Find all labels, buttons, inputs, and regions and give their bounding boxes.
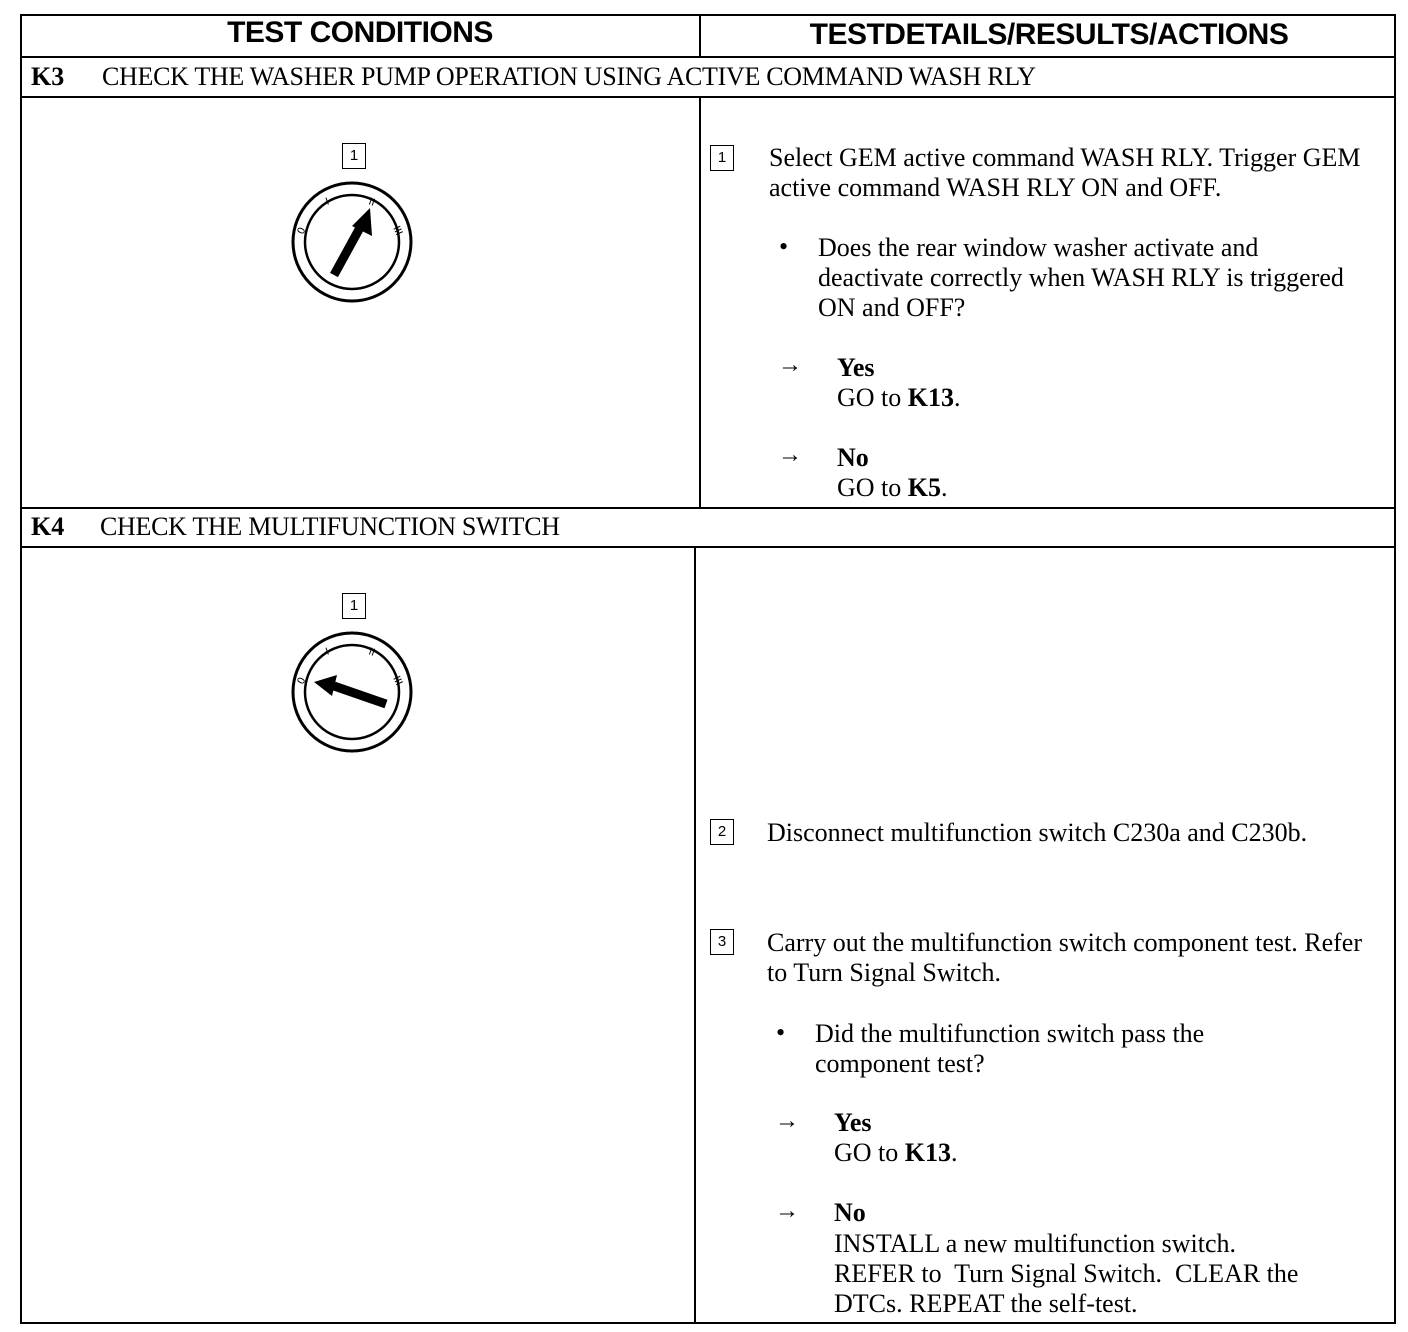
k3-step1-text: Select GEM active command WASH RLY. Trigger GEM active command WASH RLY ON and OFF. xyxy=(769,143,1361,202)
k4-step3-text: Carry out the multifunction switch component test. Refer to Turn Signal Switch. xyxy=(767,928,1362,987)
k3-yes-target: K13 xyxy=(907,383,955,412)
k3-divider xyxy=(699,96,701,508)
header-divider xyxy=(699,14,701,58)
k4-yes-prefix: GO to xyxy=(834,1138,905,1167)
k4-question: Did the multifunction switch pass the component test? xyxy=(815,1019,1205,1078)
k4-no-label: No xyxy=(834,1198,866,1227)
k4-yes-target: K13 xyxy=(904,1138,952,1167)
k4-title: CHECK THE MULTIFUNCTION SWITCH xyxy=(100,512,560,541)
k3-yes-prefix: GO to xyxy=(837,383,908,412)
k3-figure-step-box: 1 xyxy=(342,143,366,169)
k3-question: Does the rear window washer activate and deactivate correctly when WASH RLY is triggered ON and OFF? xyxy=(818,233,1344,322)
k4-figure-step-box: 1 xyxy=(342,593,366,619)
k4-step-id: K4 xyxy=(31,512,65,541)
k4-divider xyxy=(694,546,696,1324)
k3-dial-label-3: III xyxy=(390,224,404,238)
k4-bullet: • xyxy=(776,1018,786,1047)
k4-yes-arrow: → xyxy=(775,1108,799,1134)
k4-dial-label-2: II xyxy=(366,646,377,659)
k4-step2-box: 2 xyxy=(710,819,734,845)
k4-no-arrow: → xyxy=(775,1198,799,1224)
k4-dial-pointer xyxy=(314,675,386,704)
k3-bullet: • xyxy=(779,232,789,261)
k3-dial-label-2: II xyxy=(366,196,377,209)
k4-title-rule xyxy=(20,546,1396,548)
k4-no-action-line1: INSTALL a new multifunction switch. xyxy=(834,1229,1237,1258)
k4-step2-text: Disconnect multifunction switch C230a and C230b. xyxy=(767,818,1308,847)
test-table xyxy=(20,14,1396,1324)
k4-yes-label: Yes xyxy=(834,1108,872,1137)
k3-yes-arrow: → xyxy=(778,352,802,378)
k4-dial-label-0: 0 xyxy=(295,675,309,687)
header-test-details: TESTDETAILS/RESULTS/ACTIONS xyxy=(809,18,1289,51)
k4-dial-label-1: I xyxy=(324,646,331,658)
k3-dial-label-0: 0 xyxy=(295,225,309,237)
header-test-conditions: TEST CONDITIONS xyxy=(227,16,493,49)
k3-no-label: No xyxy=(837,443,869,472)
k3-no-target: K5 xyxy=(907,473,942,502)
k4-yes-action: GO to K13. xyxy=(834,1138,958,1167)
k3-yes-action: GO to K13. xyxy=(837,383,961,412)
k3-no-arrow: → xyxy=(778,442,802,468)
k3-yes-label: Yes xyxy=(837,353,875,382)
k4-ignition-dial xyxy=(282,630,422,755)
k3-dial-pointer xyxy=(334,208,372,275)
k4-step3-box: 3 xyxy=(710,929,734,955)
k3-no-prefix: GO to xyxy=(837,473,908,502)
k4-no-action-line3: DTCs. REPEAT the self-test. xyxy=(834,1289,1138,1318)
k3-step-id: K3 xyxy=(31,62,65,91)
header-rule xyxy=(20,56,1396,58)
k3-title-rule xyxy=(20,96,1396,98)
k4-dial-label-3: III xyxy=(390,674,404,688)
k3-ignition-dial xyxy=(282,180,422,305)
k3-no-action: GO to K5. xyxy=(837,473,948,502)
k3-step1-box: 1 xyxy=(710,145,734,171)
k3-dial-label-1: I xyxy=(324,196,331,208)
k4-top-rule xyxy=(20,507,1396,509)
k3-title: CHECK THE WASHER PUMP OPERATION USING ACTIVE COMMAND WASH RLY xyxy=(102,62,1036,91)
k4-no-action-line2: REFER to Turn Signal Switch. CLEAR the xyxy=(834,1259,1299,1288)
